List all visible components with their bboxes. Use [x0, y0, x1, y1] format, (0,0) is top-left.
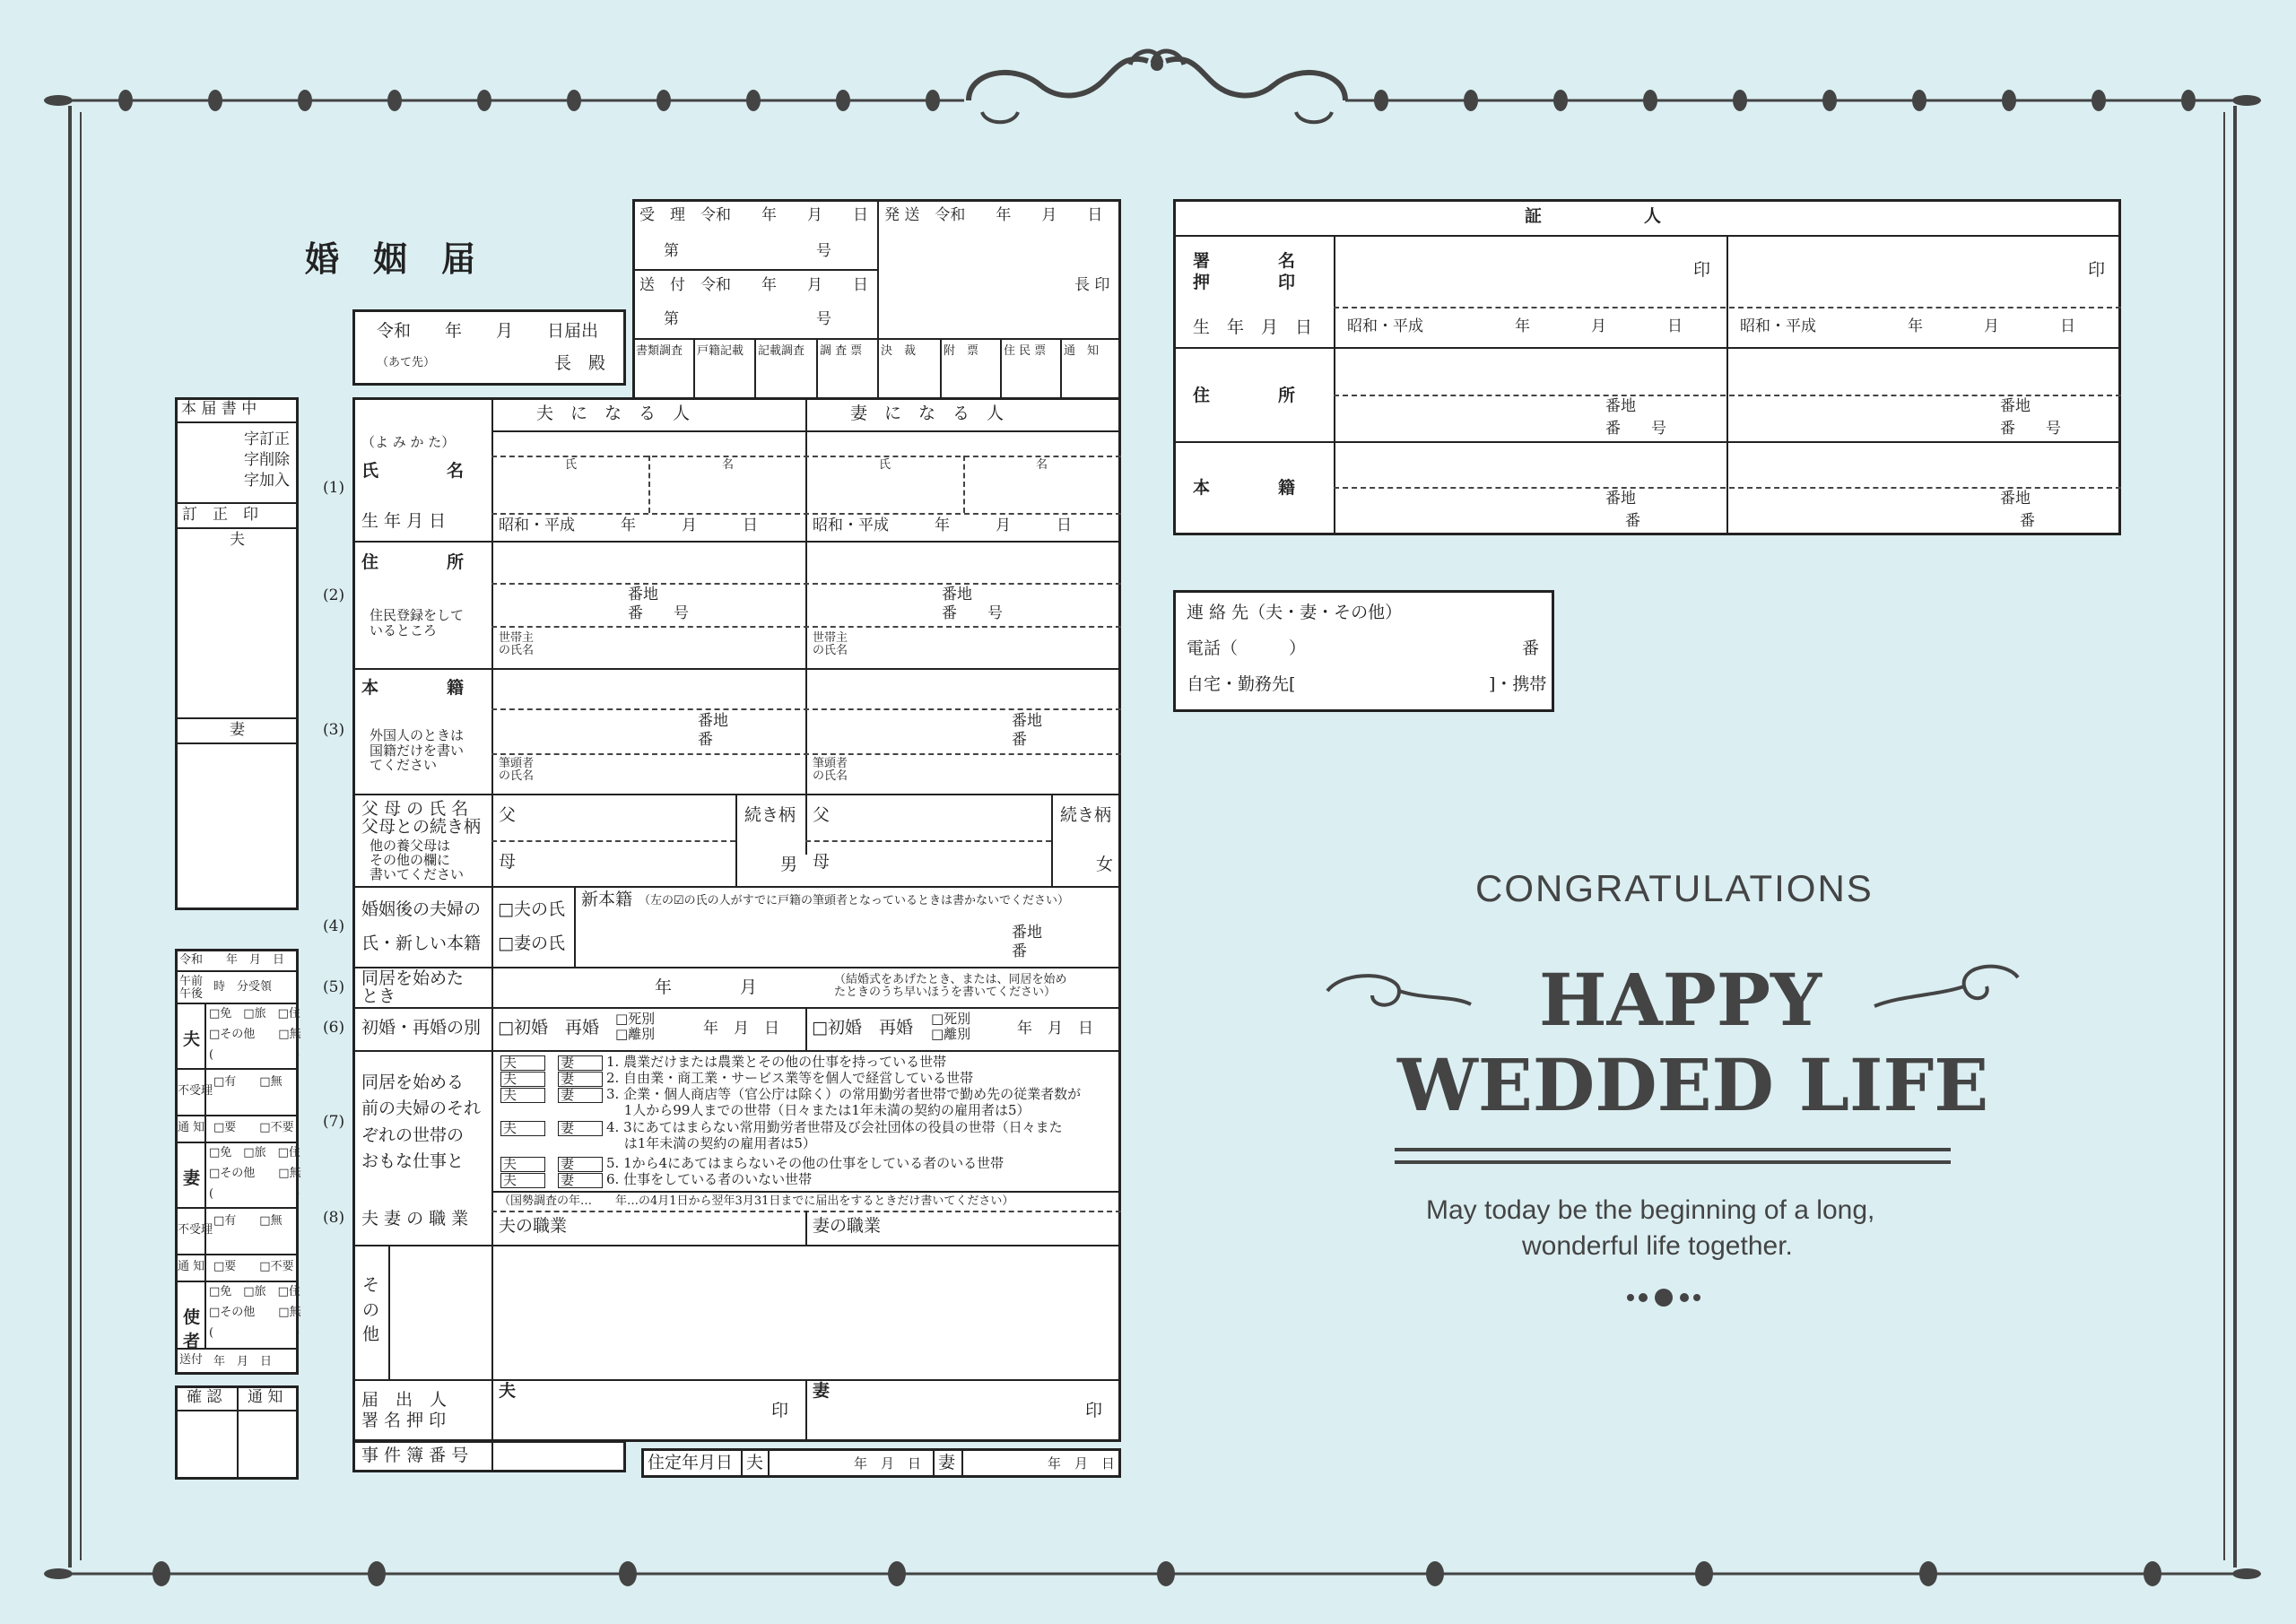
reception-tsuma: 妻 [183, 1168, 201, 1188]
cohabit-label: 同居を始めた とき [361, 968, 465, 1006]
witness2-seal: 印 [2088, 260, 2106, 280]
h-mei: 名 [722, 458, 735, 472]
wife-surname-check[interactable]: □妻の氏 [498, 934, 565, 953]
job-check-box[interactable]: 妻 [558, 1121, 603, 1136]
census-note: （国勢調査の年… 年…の4月1日から翌年3月31日までに届出をするときだけ書いてください） [499, 1194, 1014, 1208]
w-uji: 氏 [879, 458, 891, 472]
office-cell: 決 裁 [881, 344, 917, 358]
w-remarry-date: 年 月 日 [1017, 1020, 1093, 1038]
honnin-label: 本 届 書 中 [181, 400, 257, 418]
job-option: 1. 農業だけまたは農業とその他の仕事を持っている世帯 [606, 1054, 947, 1070]
num-3: (3) [323, 721, 345, 739]
w-bango: 番 号 [942, 604, 1003, 622]
address-label: 住 所 [361, 552, 465, 572]
surname-label-2: 氏・新しい本籍 [361, 934, 482, 953]
witness-honseki-label: 本 籍 [1193, 478, 1296, 498]
h-seal: 印 [771, 1401, 789, 1420]
office-cell: 書類調査 [636, 344, 683, 358]
reception-check[interactable]: □その他 □無 [209, 1167, 301, 1180]
num-1: (1) [323, 479, 345, 497]
male: 男 [780, 855, 798, 874]
w-marriage-type[interactable]: □初婚 再婚 [812, 1018, 913, 1038]
job-option: 1人から99人までの世帯（日々または1年未満の契約の雇用者は5） [606, 1102, 1031, 1118]
juri-line: 受 理 令和 年 月 日 [639, 206, 868, 224]
job-option: 6. 仕事をしている者のいない世帯 [606, 1171, 813, 1187]
job-option: 4. 3にあてはまらない常用勤労者世帯及び会社団体の役員の世帯（日々また [606, 1119, 1063, 1135]
occupation-label: 夫 妻 の 職 業 [361, 1209, 469, 1229]
ji-sakujo: 字削除 [244, 451, 290, 469]
job-check-box[interactable]: 妻 [558, 1173, 603, 1188]
parents-note: 他の養父母は その他の欄に 書いてください [370, 838, 465, 882]
ji-kanyu: 字加入 [244, 472, 290, 490]
job-check-box[interactable]: 妻 [558, 1088, 603, 1103]
fujuryo: 不受理 [178, 1084, 213, 1098]
residence-h: 夫 [746, 1453, 764, 1472]
h-honseki-ban: 番 [698, 731, 713, 749]
parents-label: 父 母 の 氏 名 父母との続き柄 [361, 799, 482, 837]
yomikata: （よ み か た） [361, 434, 456, 450]
residence-w-date: 年 月 日 [1048, 1455, 1116, 1472]
w-honseki-ban: 番 [1012, 731, 1027, 749]
tsuchi: 通 知 [248, 1388, 283, 1406]
w-father: 父 [813, 805, 831, 825]
job-check-box[interactable]: 夫 [500, 1121, 545, 1136]
witness2-banchi: 番地 [2000, 397, 2031, 415]
w-signature-label: 妻 [813, 1381, 831, 1401]
honseki-note: 外国人のときは 国籍だけを書い てください [370, 727, 465, 773]
chief-label: 長 殿 [554, 353, 606, 373]
h-occupation[interactable]: 夫の職業 [499, 1216, 568, 1236]
teisei-in: 訂 正 印 [182, 506, 258, 524]
h-setainushi: 世帯主 の氏名 [499, 631, 535, 658]
ampm: 午前 午後 [179, 975, 204, 1002]
filing-date[interactable]: 令和 年 月 日届出 [377, 321, 599, 341]
w-hittousha: 筆頭者 の氏名 [813, 757, 848, 784]
sofu-label: 送付 [179, 1353, 204, 1367]
female: 女 [1096, 855, 1114, 874]
wedded-life-text: WEDDED LIFE [1397, 1043, 1989, 1127]
office-cell: 通 知 [1064, 344, 1100, 358]
contact-home[interactable]: 自宅・勤務先[ [1187, 674, 1296, 694]
address-note: 住民登録をして いるところ [370, 607, 465, 638]
w-shibetsu[interactable]: □死別 □離別 [931, 1011, 971, 1043]
husband-correction: 夫 [230, 531, 245, 549]
juri-no: 第 号 [664, 242, 831, 260]
office-cell: 附 票 [944, 344, 979, 358]
cohabit-note: （結婚式をあげたとき、または、同居を始め たときのうち早いほうを書いてください） [834, 973, 1067, 1000]
h-relationship: 続き柄 [744, 805, 796, 825]
h-mother: 母 [499, 852, 517, 872]
reception-check[interactable]: ( ) [209, 1187, 300, 1201]
witness1-birth[interactable]: 昭和・平成 年 月 日 [1347, 317, 1683, 335]
h-remarry-date: 年 月 日 [703, 1020, 779, 1038]
office-cell: 住 民 票 [1004, 344, 1047, 358]
office-cell: 記載調査 [758, 344, 805, 358]
h-banchi: 番地 [628, 586, 658, 604]
umu-check[interactable]: □有 □無 [213, 1214, 283, 1228]
h-uji: 氏 [565, 458, 578, 472]
w-mother: 母 [813, 852, 831, 872]
household-label: 同居を始める 前の夫婦のそれ ぞれの世帯の おもな仕事と [361, 1073, 482, 1172]
w-seal: 印 [1085, 1401, 1103, 1420]
w-honseki-banchi: 番地 [1012, 712, 1042, 730]
ji-teisei: 字訂正 [244, 430, 290, 448]
witness2-h-banchi: 番地 [2000, 490, 2031, 508]
witness-sign-label: 署 名 押 印 [1193, 251, 1296, 292]
num-4: (4) [323, 917, 345, 935]
job-check-box[interactable]: 妻 [558, 1055, 603, 1071]
witness1-seal: 印 [1693, 260, 1711, 280]
reception-otto: 夫 [183, 1029, 201, 1049]
witness2-h-ban: 番 [2020, 512, 2035, 530]
new-ban: 番 [1012, 942, 1027, 960]
office-cell: 調 査 票 [820, 344, 863, 358]
reception-check[interactable]: □その他 □無 [209, 1028, 301, 1041]
hasso-line: 発 送 令和 年 月 日 [884, 206, 1103, 224]
h-birth[interactable]: 昭和・平成 年 月 日 [499, 517, 758, 534]
new-banchi: 番地 [1012, 924, 1042, 942]
job-check-box[interactable]: 妻 [558, 1157, 603, 1172]
main-form [352, 397, 1121, 1442]
job-check-box[interactable]: 夫 [500, 1072, 545, 1087]
h-honseki-banchi: 番地 [698, 712, 728, 730]
witness1-h-banchi: 番地 [1605, 490, 1636, 508]
w-occupation[interactable]: 妻の職業 [813, 1216, 882, 1236]
kakunin: 確 認 [187, 1388, 222, 1406]
sofu-date: 年 月 日 [213, 1355, 273, 1368]
husband-surname-check[interactable]: □夫の氏 [498, 899, 565, 919]
w-setainushi: 世帯主 の氏名 [813, 631, 848, 658]
job-option: 5. 1から4にあてはまらないその他の仕事をしている者のいる世帯 [606, 1155, 1004, 1171]
reception-check[interactable]: □その他 □無 [209, 1306, 301, 1319]
h-hittousha: 筆頭者 の氏名 [499, 757, 535, 784]
residence-h-date: 年 月 日 [854, 1455, 922, 1472]
reception-check[interactable]: ( ) [209, 1326, 300, 1340]
num-7: (7) [323, 1113, 345, 1131]
w-relationship: 続き柄 [1060, 805, 1112, 825]
job-check-box[interactable]: 夫 [500, 1157, 545, 1172]
h-father: 父 [499, 805, 517, 825]
fujuryo: 不受理 [178, 1223, 213, 1237]
new-honseki-note: （左の☑の氏の人がすでに戸籍の筆頭者となっているときは書かないでください） [639, 894, 1070, 908]
husband-column-label: 夫 に な る 人 [536, 404, 691, 423]
witness1-bango: 番 号 [1605, 420, 1666, 438]
contact-ban: 番 [1522, 638, 1540, 658]
reception-check[interactable]: □免 □旅 □住 [209, 1285, 300, 1298]
umu-check[interactable]: □有 □無 [213, 1075, 283, 1089]
office-cell: 戸籍記載 [697, 344, 744, 358]
w-birth[interactable]: 昭和・平成 年 月 日 [813, 517, 1072, 534]
num-8: (8) [323, 1209, 345, 1227]
tsuchi-label: 通 知 [178, 1260, 205, 1273]
job-check-box[interactable]: 夫 [500, 1088, 545, 1103]
witness-box [1173, 199, 2121, 535]
message-line1: May today be the beginning of a long, [1426, 1195, 1875, 1225]
job-check-box[interactable]: 妻 [558, 1072, 603, 1087]
residence-date-label: 住定年月日 [648, 1453, 734, 1472]
num-2: (2) [323, 586, 345, 604]
h-shibetsu[interactable]: □死別 □離別 [615, 1011, 656, 1043]
h-marriage-type[interactable]: □初婚 再婚 [498, 1018, 599, 1038]
new-honseki: 新本籍 [581, 890, 633, 909]
yofuyo-check[interactable]: □要 □不要 [213, 1260, 294, 1273]
sofu-no: 第 号 [664, 310, 831, 328]
chouin: 長 印 [1074, 276, 1110, 294]
marriage-type-label: 初婚・再婚の別 [361, 1018, 482, 1038]
job-option: 3. 企業・個人商店等（官公庁は除く）の常用勤労者世帯で勤め先の従業者数が [606, 1086, 1082, 1102]
sofu-line: 送 付 令和 年 月 日 [639, 276, 868, 294]
w-banchi: 番地 [942, 586, 972, 604]
honseki-label: 本 籍 [361, 678, 465, 698]
cohabit-date[interactable]: 年 月 [655, 977, 758, 997]
h-bango: 番 号 [628, 604, 689, 622]
contact-title: 連 絡 先（夫・妻・その他） [1187, 603, 1403, 622]
witness2-bango: 番 号 [2000, 420, 2061, 438]
witness2-birth[interactable]: 昭和・平成 年 月 日 [1740, 317, 2075, 335]
witness-birth-label: 生 年 月 日 [1193, 317, 1313, 337]
reception-check[interactable]: ( ) [209, 1048, 300, 1062]
witness1-h-ban: 番 [1625, 512, 1640, 530]
name-label: 氏 名 [361, 461, 465, 481]
reception-time: 時 分受領 [213, 980, 273, 994]
job-check-box[interactable]: 夫 [500, 1173, 545, 1188]
message-line2: wonderful life together. [1522, 1231, 1793, 1261]
tsuchi-label: 通 知 [178, 1121, 205, 1134]
contact-phone[interactable]: 電話（ ） [1187, 638, 1307, 658]
residence-w: 妻 [938, 1453, 956, 1472]
w-mei: 名 [1036, 458, 1048, 472]
witness1-banchi: 番地 [1605, 397, 1636, 415]
reception-shisha: 使 者 [183, 1307, 201, 1351]
happy-text: HAPPY [1539, 958, 1822, 1042]
reception-check[interactable]: □免 □旅 □住 [209, 1007, 300, 1020]
applicant-label: 届 出 人 署 名 押 印 [361, 1390, 448, 1430]
case-number-label: 事 件 簿 番 号 [361, 1446, 469, 1465]
witness-header: 証 人 [1525, 206, 1662, 226]
job-option: は1年未満の契約の雇用者は5） [606, 1135, 816, 1151]
addressee-label: （あて先） [377, 356, 436, 369]
job-check-box[interactable]: 夫 [500, 1055, 545, 1071]
congrats-heading: CONGRATULATIONS [1475, 867, 1874, 909]
wife-column-label: 妻 に な る 人 [850, 404, 1004, 423]
form-title: 婚 姻 届 [305, 239, 476, 279]
num-5: (5) [323, 978, 345, 996]
job-option: 2. 自由業・商工業・サービス業等を個人で経営している世帯 [606, 1070, 974, 1086]
contact-mobile: ]・携帯 [1489, 674, 1547, 694]
surname-label-1: 婚姻後の夫婦の [361, 899, 482, 919]
birth-label: 生 年 月 日 [361, 511, 447, 531]
yofuyo-check[interactable]: □要 □不要 [213, 1121, 294, 1134]
other-label: そ の 他 [362, 1275, 380, 1345]
wife-correction: 妻 [230, 721, 245, 739]
witness-address-label: 住 所 [1193, 386, 1296, 405]
h-signature-label: 夫 [499, 1381, 517, 1401]
num-6: (6) [323, 1019, 345, 1037]
reception-check[interactable]: □免 □旅 □住 [209, 1146, 300, 1159]
reception-date: 令和 年 月 日 [179, 953, 285, 967]
